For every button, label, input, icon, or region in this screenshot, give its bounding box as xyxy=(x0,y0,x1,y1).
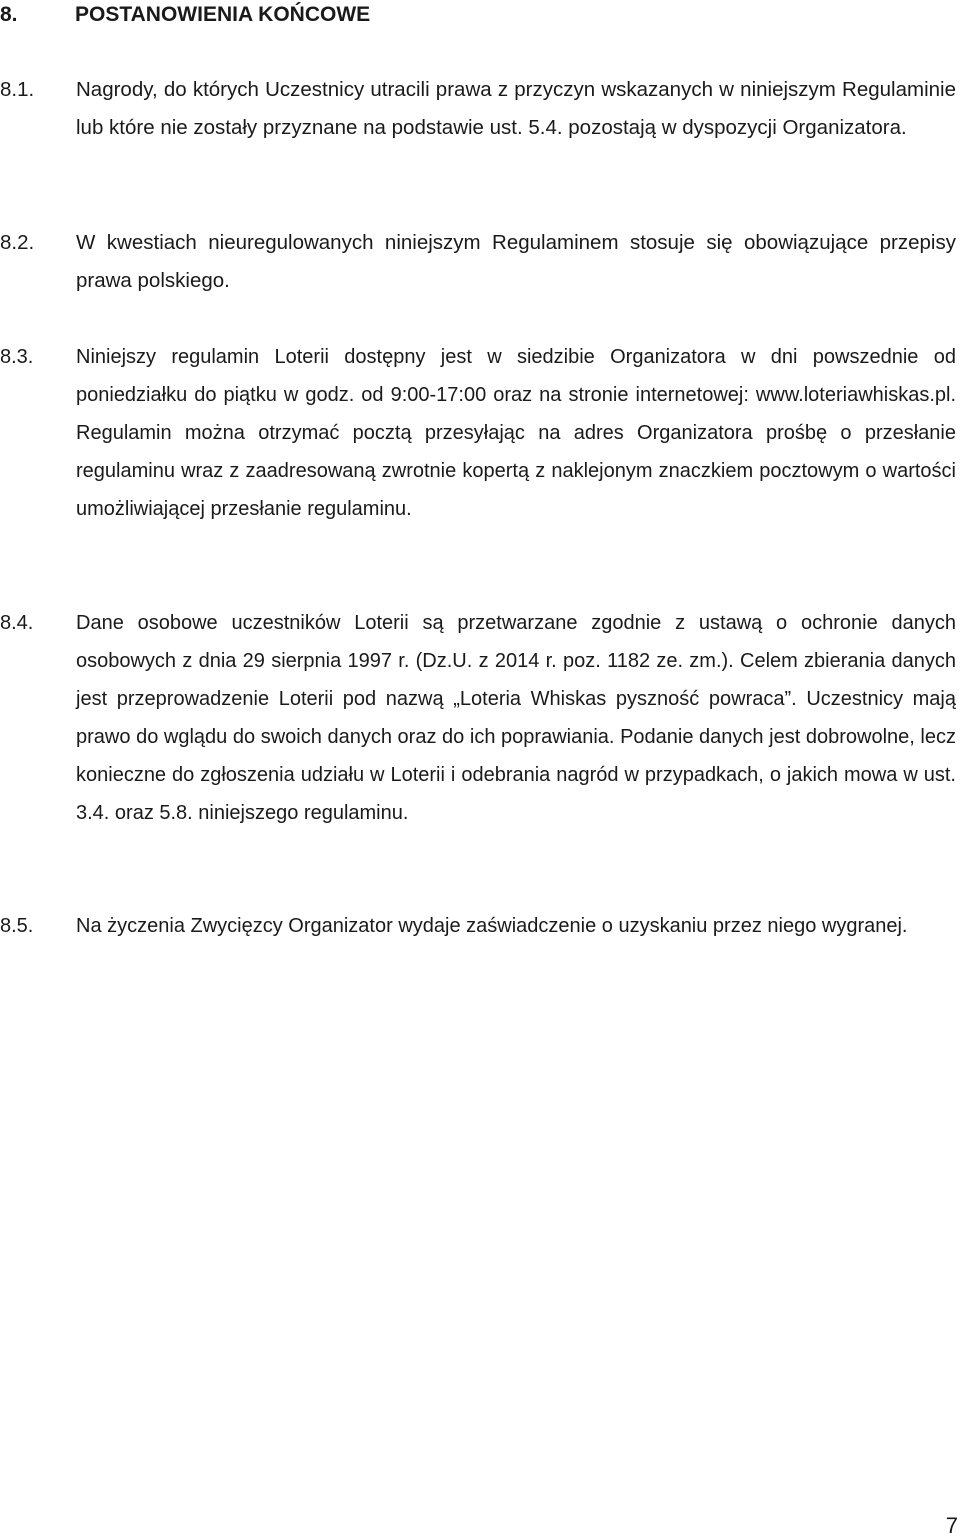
paragraph-text: Nagrody, do których Uczestnicy utracili prawa z przyczyn wskazanych w niniejszym Regulaminie lub które nie zostały przyznane na podstawie ust. 5.4. pozostają w dyspozycji Organizatora. xyxy=(76,78,956,139)
paragraph-8-5 xyxy=(0,907,956,945)
section-heading xyxy=(0,0,370,30)
paragraph-number: 8.4. xyxy=(0,612,34,634)
paragraph-8-1 xyxy=(0,71,956,147)
paragraph-text: Na życzenia Zwycięzcy Organizator wydaje zaświadczenie o uzyskaniu przez niego wygranej. xyxy=(76,915,908,937)
paragraph-8-2 xyxy=(0,224,956,300)
paragraph-text: Niniejszy regulamin Loterii dostępny jest w siedzibie Organizatora w dni powszednie od poniedziałku do piątku w godz. od 9:00-17:00 oraz na stronie internetowej: www.loteriawhiskas.pl. Regulamin można otrzymać pocztą przesyłając na adres Organizatora prośbę o przesłanie regulaminu wraz z zaadresowaną zwrotnie kopertą z naklejonym znaczkiem pocztowym o wartości umożliwiającej przesłanie regulaminu. xyxy=(76,346,956,520)
heading-number: 8. xyxy=(0,3,18,26)
paragraph-8-3 xyxy=(0,338,956,528)
paragraph-number: 8.5. xyxy=(0,915,34,937)
page-number: 7 xyxy=(945,1513,958,1538)
paragraph-number: 8.2. xyxy=(0,231,35,254)
paragraph-8-4 xyxy=(0,604,956,832)
paragraph-number: 8.3. xyxy=(0,346,34,368)
paragraph-text: Dane osobowe uczestników Loterii są przetwarzane zgodnie z ustawą o ochronie danych osobowych z dnia 29 sierpnia 1997 r. (Dz.U. z 2014 r. poz. 1182 ze. zm.). Celem zbierania danych jest przeprowadzenie Loterii pod nazwą „Loteria Whiskas pyszność powraca”. Uczestnicy mają prawo do wglądu do swoich danych oraz do ich poprawiania. Podanie danych jest dobrowolne, lecz konieczne do zgłoszenia udziału w Loterii i odebrania nagród w przypadkach, o jakich mowa w ust. 3.4. oraz 5.8. niniejszego regulaminu. xyxy=(76,612,956,824)
paragraph-number: 8.1. xyxy=(0,78,35,101)
paragraph-text: W kwestiach nieuregulowanych niniejszym Regulaminem stosuje się obowiązujące przepisy prawa polskiego. xyxy=(76,231,956,292)
heading-title: POSTANOWIENIA KOŃCOWE xyxy=(75,3,371,26)
